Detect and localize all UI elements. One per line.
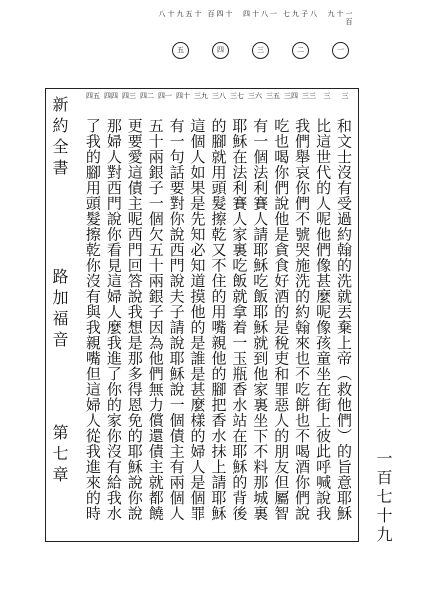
footnotes-area [160,10,360,85]
footnote-text: 百 [207,10,215,18]
text-column: 有一個法利賽人請耶穌吃飯耶穌就到他家裏坐下不料那城裏 [251,118,270,521]
verse-marker: 三八 [212,92,226,100]
footnote-text: 一百 [345,10,353,26]
footnote-text: 八 [158,10,166,18]
text-column: 耶穌在法利賽人家裏吃飯就拿着一玉瓶香水站在耶穌的背後 [230,118,249,521]
footnote-text: 十 [225,10,233,18]
page-number: 一百七十九 [374,450,393,545]
text-column: 和文士沒有受過約翰的洗就丟棄上帝（救他們）的旨意耶穌 [334,118,353,521]
footnote-text: 四 [216,10,224,18]
verse-marker: 三四 [284,92,298,100]
text-column: 五十兩銀子一個欠五十兩銀子因為他們無力償還債主就都饒 [146,118,165,521]
footnote-text: 十 [336,10,344,18]
footnote-text: 五 [185,10,193,18]
footnote-mark: 一 [332,42,349,59]
text-column: 那婦人對西門說你看見這婦人麼我進了你的家你沒有給我水 [104,118,123,521]
side-title: 新約全書 [50,96,69,180]
footnote-text: 十 [194,10,202,18]
footnote [320,10,360,85]
footnote-text: 九 [176,10,184,18]
footnote-mark: 四 [212,42,229,59]
text-column: 的腳就用頭髮擦乾又不住的用嘴親他的腳把香水抹上請耶穌 [209,118,228,521]
footnote-text: 一 [269,10,278,18]
footnote [240,10,280,85]
footnote-mark: 二 [292,42,309,59]
footnote-text: 四 [242,10,251,18]
verse-marker: 四一 [158,92,172,100]
verse-marker: 三六 [248,92,262,100]
chapter-label: 第七章 [50,424,69,487]
verse-marker: 四五 [86,92,100,100]
text-column: 了我的腳用頭髮擦乾你沒有與我親嘴但這婦人從我進來的時 [83,118,102,521]
footnote-text: 八 [309,10,318,18]
verse-marker: 四二 [140,92,154,100]
footnote-text: 九 [327,10,335,18]
text-column: 這個人如果是先知必知道摸他的是誰是甚麼樣的婦人是個罪 [188,118,207,521]
text-column: 我們舉哀你們不號哭施洗的約翰來也不吃餅也不喝酒你們說 [293,118,312,521]
text-column: 有一句話要對你說西門說夫子請說耶穌說一個債主有兩個人 [167,118,186,521]
verse-marker: 三 [341,92,349,100]
verse-marker: 四十 [176,92,190,100]
verse-marker: 四三 [122,92,136,100]
footnote-text: 十 [251,10,260,18]
text-column: 比這世代的人呢他們像甚麼呢像孩童坐在街上彼此呼喊說我 [314,118,333,521]
book-title: 路加福音 [50,268,69,352]
verse-markers [82,92,354,114]
verse-marker: 四四 [104,92,118,100]
footnote [200,10,240,85]
body-text [82,118,354,536]
verse-marker: 三五 [266,92,280,100]
footnote-mark: 五 [172,42,189,59]
text-column: 更要愛這債主呢西門回答說我想是那多得恩免的耶穌說你說 [125,118,144,521]
verse-marker: 三九 [194,92,208,100]
verse-marker: 三七 [230,92,244,100]
footnote [160,10,200,85]
footnote-text: 九 [291,10,300,18]
verse-marker: 三三 [302,92,316,100]
footnote-text: 十 [167,10,175,18]
text-column: 吃也喝你們說他是貪食好酒的是稅吏和罪惡人的朋友但屬智 [272,118,291,521]
footnote-text: 七 [282,10,291,18]
footnote-mark: 三 [252,42,269,59]
footnote [280,10,320,85]
footnote-text: 八 [260,10,269,18]
verse-marker: 三 [323,92,331,100]
footnote-text: 子 [300,10,309,18]
